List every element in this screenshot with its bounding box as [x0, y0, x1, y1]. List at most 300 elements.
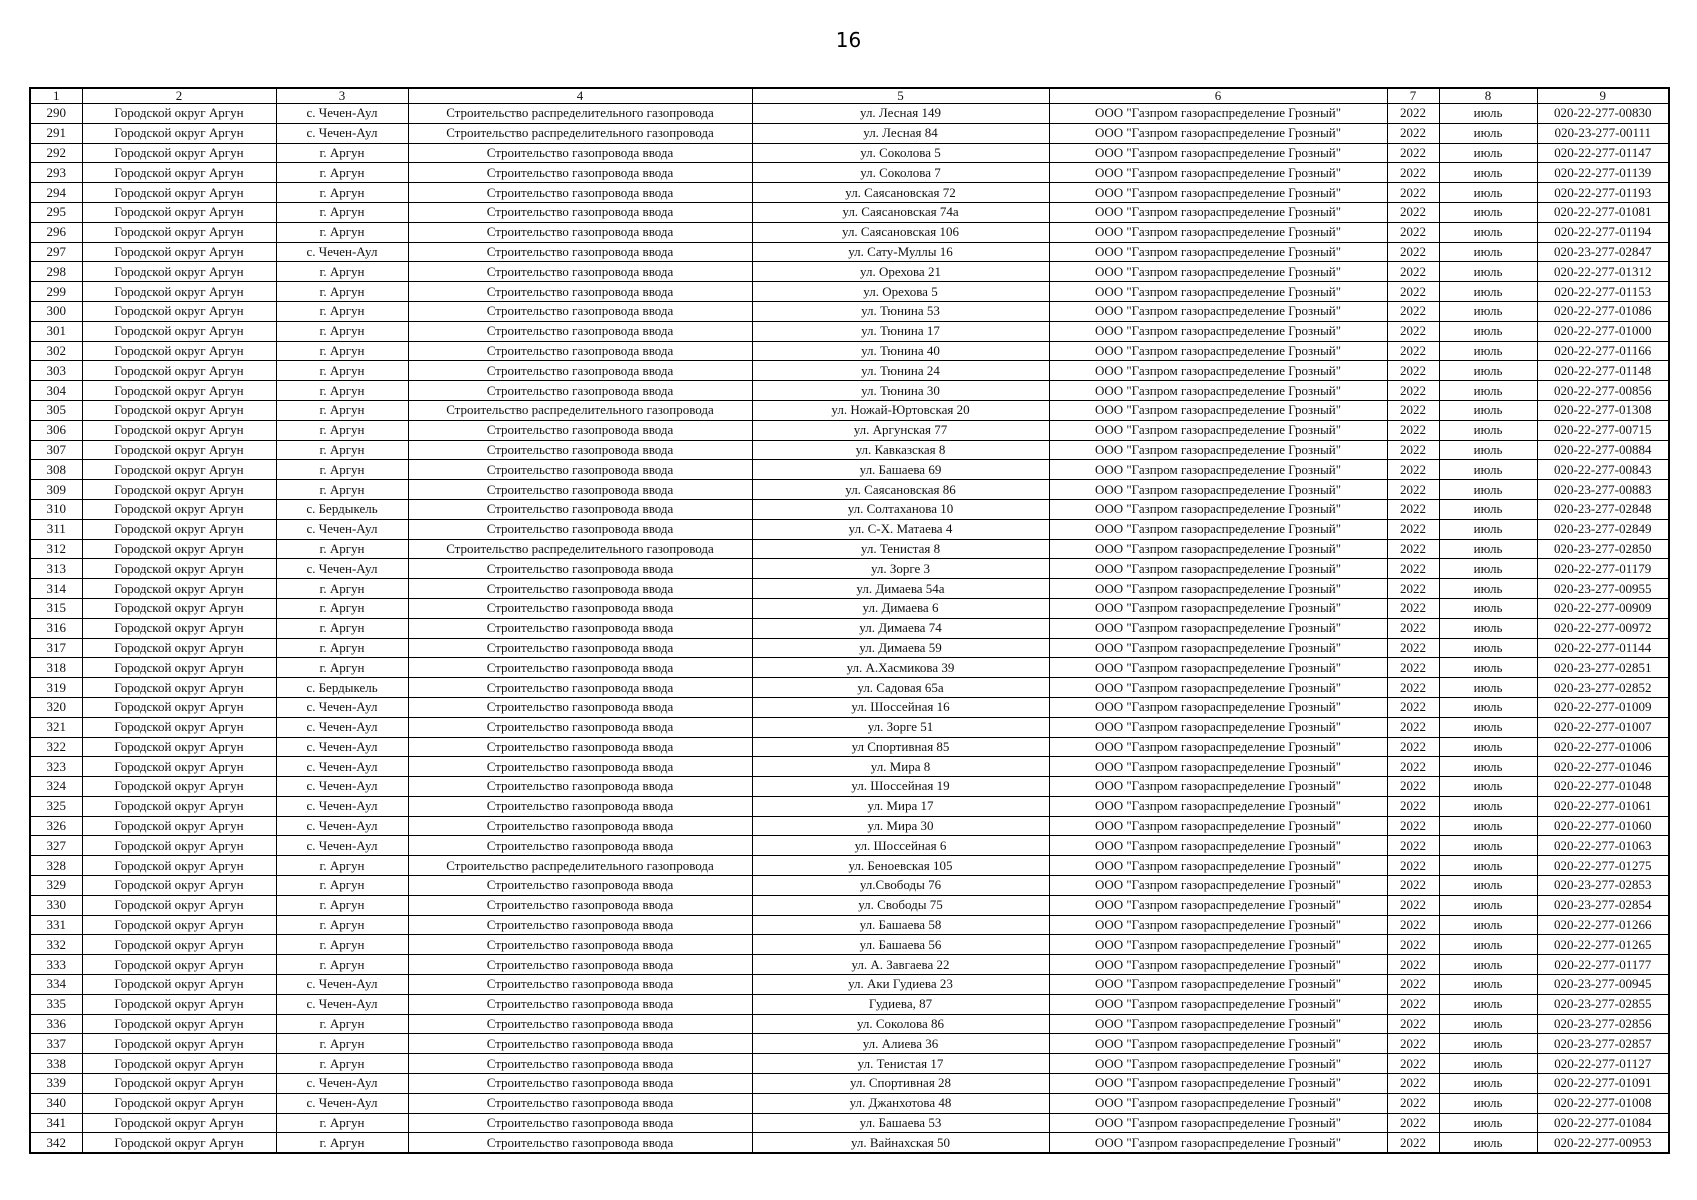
row-number-cell: 315 — [30, 598, 82, 618]
month-cell: июль — [1439, 1093, 1537, 1113]
settlement-cell: г. Аргун — [276, 1113, 408, 1133]
table-row — [30, 638, 1669, 658]
year-cell: 2022 — [1387, 678, 1439, 698]
year-cell: 2022 — [1387, 1113, 1439, 1133]
registration-number-cell: 020-22-277-01139 — [1537, 163, 1669, 183]
municipality-cell: Городской округ Аргун — [82, 895, 276, 915]
organization-cell: ООО "Газпром газораспределение Грозный" — [1049, 460, 1387, 480]
table-row — [30, 460, 1669, 480]
year-cell: 2022 — [1387, 757, 1439, 777]
row-number-cell: 290 — [30, 104, 82, 124]
month-cell: июль — [1439, 1113, 1537, 1133]
settlement-cell: с. Чечен-Аул — [276, 975, 408, 995]
address-cell: ул. Тюнина 53 — [752, 301, 1049, 321]
month-cell: июль — [1439, 836, 1537, 856]
work-type-cell: Строительство газопровода ввода — [408, 282, 752, 302]
settlement-cell: г. Аргун — [276, 876, 408, 896]
month-cell: июль — [1439, 183, 1537, 203]
table-row — [30, 381, 1669, 401]
year-cell: 2022 — [1387, 282, 1439, 302]
row-number-cell: 333 — [30, 955, 82, 975]
month-cell: июль — [1439, 1054, 1537, 1074]
organization-cell: ООО "Газпром газораспределение Грозный" — [1049, 1113, 1387, 1133]
settlement-cell: г. Аргун — [276, 262, 408, 282]
organization-cell: ООО "Газпром газораспределение Грозный" — [1049, 123, 1387, 143]
address-cell: ул. Солтаханова 10 — [752, 499, 1049, 519]
settlement-cell: с. Чечен-Аул — [276, 737, 408, 757]
column-header-6: 6 — [1049, 88, 1387, 104]
table-row — [30, 262, 1669, 282]
month-cell: июль — [1439, 895, 1537, 915]
municipality-cell: Городской округ Аргун — [82, 1074, 276, 1094]
year-cell: 2022 — [1387, 104, 1439, 124]
settlement-cell: г. Аргун — [276, 202, 408, 222]
year-cell: 2022 — [1387, 183, 1439, 203]
municipality-cell: Городской округ Аргун — [82, 222, 276, 242]
month-cell: июль — [1439, 1014, 1537, 1034]
municipality-cell: Городской округ Аргун — [82, 796, 276, 816]
month-cell: июль — [1439, 539, 1537, 559]
municipality-cell: Городской округ Аргун — [82, 816, 276, 836]
registration-number-cell: 020-22-277-01312 — [1537, 262, 1669, 282]
table-row — [30, 1014, 1669, 1034]
organization-cell: ООО "Газпром газораспределение Грозный" — [1049, 757, 1387, 777]
organization-cell: ООО "Газпром газораспределение Грозный" — [1049, 301, 1387, 321]
municipality-cell: Городской округ Аргун — [82, 737, 276, 757]
row-number-cell: 320 — [30, 697, 82, 717]
month-cell: июль — [1439, 519, 1537, 539]
settlement-cell: с. Чечен-Аул — [276, 559, 408, 579]
settlement-cell: г. Аргун — [276, 618, 408, 638]
municipality-cell: Городской округ Аргун — [82, 678, 276, 698]
year-cell: 2022 — [1387, 579, 1439, 599]
organization-cell: ООО "Газпром газораспределение Грозный" — [1049, 994, 1387, 1014]
organization-cell: ООО "Газпром газораспределение Грозный" — [1049, 1034, 1387, 1054]
address-cell: ул. Лесная 149 — [752, 104, 1049, 124]
municipality-cell: Городской округ Аргун — [82, 1133, 276, 1153]
table-row — [30, 559, 1669, 579]
municipality-cell: Городской округ Аргун — [82, 282, 276, 302]
settlement-cell: с. Чечен-Аул — [276, 242, 408, 262]
work-type-cell: Строительство газопровода ввода — [408, 717, 752, 737]
municipality-cell: Городской округ Аргун — [82, 1093, 276, 1113]
year-cell: 2022 — [1387, 1054, 1439, 1074]
settlement-cell: г. Аргун — [276, 222, 408, 242]
registration-number-cell: 020-22-277-01061 — [1537, 796, 1669, 816]
table-row — [30, 618, 1669, 638]
municipality-cell: Городской округ Аргун — [82, 777, 276, 797]
year-cell: 2022 — [1387, 935, 1439, 955]
municipality-cell: Городской округ Аргун — [82, 697, 276, 717]
table-row — [30, 697, 1669, 717]
year-cell: 2022 — [1387, 499, 1439, 519]
work-type-cell: Строительство распределительного газопровода — [408, 400, 752, 420]
work-type-cell: Строительство газопровода ввода — [408, 440, 752, 460]
municipality-cell: Городской округ Аргун — [82, 440, 276, 460]
registration-number-cell: 020-23-277-02850 — [1537, 539, 1669, 559]
table-row — [30, 796, 1669, 816]
table-row — [30, 1074, 1669, 1094]
row-number-cell: 318 — [30, 658, 82, 678]
organization-cell: ООО "Газпром газораспределение Грозный" — [1049, 895, 1387, 915]
row-number-cell: 313 — [30, 559, 82, 579]
registration-number-cell: 020-22-277-01009 — [1537, 697, 1669, 717]
year-cell: 2022 — [1387, 1093, 1439, 1113]
table-row — [30, 598, 1669, 618]
row-number-cell: 341 — [30, 1113, 82, 1133]
organization-cell: ООО "Газпром газораспределение Грозный" — [1049, 836, 1387, 856]
year-cell: 2022 — [1387, 381, 1439, 401]
month-cell: июль — [1439, 440, 1537, 460]
row-number-cell: 319 — [30, 678, 82, 698]
row-number-cell: 321 — [30, 717, 82, 737]
table-row — [30, 123, 1669, 143]
municipality-cell: Городской округ Аргун — [82, 955, 276, 975]
settlement-cell: г. Аргун — [276, 183, 408, 203]
address-cell: ул. Димаева 6 — [752, 598, 1049, 618]
settlement-cell: г. Аргун — [276, 935, 408, 955]
table-row — [30, 737, 1669, 757]
address-cell: ул. Мира 30 — [752, 816, 1049, 836]
registration-number-cell: 020-22-277-01148 — [1537, 361, 1669, 381]
address-cell: ул. Соколова 7 — [752, 163, 1049, 183]
table-row — [30, 361, 1669, 381]
address-cell: ул. Шоссейная 16 — [752, 697, 1049, 717]
settlement-cell: г. Аргун — [276, 163, 408, 183]
registration-number-cell: 020-22-277-01084 — [1537, 1113, 1669, 1133]
registration-number-cell: 020-22-277-00972 — [1537, 618, 1669, 638]
month-cell: июль — [1439, 935, 1537, 955]
work-type-cell: Строительство газопровода ввода — [408, 876, 752, 896]
work-type-cell: Строительство газопровода ввода — [408, 183, 752, 203]
year-cell: 2022 — [1387, 618, 1439, 638]
settlement-cell: г. Аргун — [276, 1034, 408, 1054]
address-cell: ул. Мира 8 — [752, 757, 1049, 777]
registration-number-cell: 020-22-277-01166 — [1537, 341, 1669, 361]
month-cell: июль — [1439, 123, 1537, 143]
organization-cell: ООО "Газпром газораспределение Грозный" — [1049, 262, 1387, 282]
row-number-cell: 331 — [30, 915, 82, 935]
organization-cell: ООО "Газпром газораспределение Грозный" — [1049, 638, 1387, 658]
registration-number-cell: 020-23-277-02853 — [1537, 876, 1669, 896]
column-header-8: 8 — [1439, 88, 1537, 104]
work-type-cell: Строительство газопровода ввода — [408, 1034, 752, 1054]
page-number: 16 — [835, 28, 862, 52]
year-cell: 2022 — [1387, 876, 1439, 896]
organization-cell: ООО "Газпром газораспределение Грозный" — [1049, 1093, 1387, 1113]
month-cell: июль — [1439, 658, 1537, 678]
registration-number-cell: 020-22-277-00884 — [1537, 440, 1669, 460]
organization-cell: ООО "Газпром газораспределение Грозный" — [1049, 1133, 1387, 1153]
table-row — [30, 1113, 1669, 1133]
work-type-cell: Строительство распределительного газопровода — [408, 856, 752, 876]
organization-cell: ООО "Газпром газораспределение Грозный" — [1049, 341, 1387, 361]
row-number-cell: 338 — [30, 1054, 82, 1074]
row-number-cell: 300 — [30, 301, 82, 321]
work-type-cell: Строительство газопровода ввода — [408, 143, 752, 163]
organization-cell: ООО "Газпром газораспределение Грозный" — [1049, 282, 1387, 302]
month-cell: июль — [1439, 955, 1537, 975]
organization-cell: ООО "Газпром газораспределение Грозный" — [1049, 955, 1387, 975]
organization-cell: ООО "Газпром газораспределение Грозный" — [1049, 1074, 1387, 1094]
settlement-cell: с. Чечен-Аул — [276, 104, 408, 124]
row-number-cell: 334 — [30, 975, 82, 995]
table-row — [30, 420, 1669, 440]
work-type-cell: Строительство газопровода ввода — [408, 579, 752, 599]
address-cell: ул. Башаева 69 — [752, 460, 1049, 480]
registration-number-cell: 020-22-277-01147 — [1537, 143, 1669, 163]
year-cell: 2022 — [1387, 598, 1439, 618]
organization-cell: ООО "Газпром газораспределение Грозный" — [1049, 678, 1387, 698]
address-cell: ул. Спортивная 28 — [752, 1074, 1049, 1094]
municipality-cell: Городской округ Аргун — [82, 183, 276, 203]
municipality-cell: Городской округ Аргун — [82, 143, 276, 163]
work-type-cell: Строительство газопровода ввода — [408, 737, 752, 757]
column-header-3: 3 — [276, 88, 408, 104]
registration-number-cell: 020-22-277-00953 — [1537, 1133, 1669, 1153]
month-cell: июль — [1439, 816, 1537, 836]
registration-number-cell: 020-22-277-00830 — [1537, 104, 1669, 124]
organization-cell: ООО "Газпром газораспределение Грозный" — [1049, 539, 1387, 559]
work-type-cell: Строительство газопровода ввода — [408, 480, 752, 500]
settlement-cell: г. Аргун — [276, 381, 408, 401]
month-cell: июль — [1439, 104, 1537, 124]
municipality-cell: Городской округ Аргун — [82, 876, 276, 896]
organization-cell: ООО "Газпром газораспределение Грозный" — [1049, 400, 1387, 420]
gas-connection-table — [29, 87, 1670, 1154]
year-cell: 2022 — [1387, 460, 1439, 480]
work-type-cell: Строительство газопровода ввода — [408, 242, 752, 262]
month-cell: июль — [1439, 559, 1537, 579]
registration-number-cell: 020-22-277-01060 — [1537, 816, 1669, 836]
address-cell: ул. Шоссейная 6 — [752, 836, 1049, 856]
address-cell: ул. Джанхотова 48 — [752, 1093, 1049, 1113]
row-number-cell: 330 — [30, 895, 82, 915]
row-number-cell: 339 — [30, 1074, 82, 1094]
column-header-9: 9 — [1537, 88, 1669, 104]
table-row — [30, 717, 1669, 737]
year-cell: 2022 — [1387, 638, 1439, 658]
settlement-cell: г. Аргун — [276, 1133, 408, 1153]
month-cell: июль — [1439, 975, 1537, 995]
row-number-cell: 299 — [30, 282, 82, 302]
work-type-cell: Строительство газопровода ввода — [408, 1074, 752, 1094]
municipality-cell: Городской округ Аргун — [82, 400, 276, 420]
table-row — [30, 915, 1669, 935]
registration-number-cell: 020-22-277-01144 — [1537, 638, 1669, 658]
address-cell: ул. Башаева 58 — [752, 915, 1049, 935]
municipality-cell: Городской округ Аргун — [82, 163, 276, 183]
address-cell: ул. Димаева 59 — [752, 638, 1049, 658]
month-cell: июль — [1439, 678, 1537, 698]
organization-cell: ООО "Газпром газораспределение Грозный" — [1049, 519, 1387, 539]
address-cell: ул Спортивная 85 — [752, 737, 1049, 757]
month-cell: июль — [1439, 618, 1537, 638]
year-cell: 2022 — [1387, 1133, 1439, 1153]
work-type-cell: Строительство распределительного газопровода — [408, 123, 752, 143]
organization-cell: ООО "Газпром газораспределение Грозный" — [1049, 816, 1387, 836]
settlement-cell: г. Аргун — [276, 282, 408, 302]
address-cell: ул. Саясановская 74а — [752, 202, 1049, 222]
work-type-cell: Строительство газопровода ввода — [408, 638, 752, 658]
row-number-cell: 309 — [30, 480, 82, 500]
organization-cell: ООО "Газпром газораспределение Грозный" — [1049, 1054, 1387, 1074]
municipality-cell: Городской округ Аргун — [82, 579, 276, 599]
settlement-cell: г. Аргун — [276, 1054, 408, 1074]
address-cell: ул. Беноевская 105 — [752, 856, 1049, 876]
settlement-cell: г. Аргун — [276, 321, 408, 341]
table-row — [30, 935, 1669, 955]
month-cell: июль — [1439, 757, 1537, 777]
registration-number-cell: 020-22-277-01007 — [1537, 717, 1669, 737]
column-number-header-row — [30, 88, 1669, 104]
organization-cell: ООО "Газпром газораспределение Грозный" — [1049, 222, 1387, 242]
registration-number-cell: 020-22-277-01308 — [1537, 400, 1669, 420]
work-type-cell: Строительство газопровода ввода — [408, 301, 752, 321]
registration-number-cell: 020-22-277-01127 — [1537, 1054, 1669, 1074]
row-number-cell: 298 — [30, 262, 82, 282]
table-row — [30, 994, 1669, 1014]
work-type-cell: Строительство газопровода ввода — [408, 519, 752, 539]
municipality-cell: Городской округ Аргун — [82, 301, 276, 321]
address-cell: ул. Саясановская 86 — [752, 480, 1049, 500]
year-cell: 2022 — [1387, 539, 1439, 559]
municipality-cell: Городской округ Аргун — [82, 994, 276, 1014]
registration-number-cell: 020-22-277-01081 — [1537, 202, 1669, 222]
row-number-cell: 303 — [30, 361, 82, 381]
work-type-cell: Строительство газопровода ввода — [408, 1093, 752, 1113]
year-cell: 2022 — [1387, 915, 1439, 935]
table-row — [30, 975, 1669, 995]
address-cell: ул. Соколова 86 — [752, 1014, 1049, 1034]
table-row — [30, 757, 1669, 777]
year-cell: 2022 — [1387, 262, 1439, 282]
settlement-cell: с. Чечен-Аул — [276, 1093, 408, 1113]
table-row — [30, 321, 1669, 341]
table-row — [30, 579, 1669, 599]
year-cell: 2022 — [1387, 480, 1439, 500]
month-cell: июль — [1439, 796, 1537, 816]
work-type-cell: Строительство газопровода ввода — [408, 499, 752, 519]
work-type-cell: Строительство распределительного газопровода — [408, 104, 752, 124]
registration-number-cell: 020-22-277-01179 — [1537, 559, 1669, 579]
registration-number-cell: 020-22-277-00909 — [1537, 598, 1669, 618]
column-header-7: 7 — [1387, 88, 1439, 104]
municipality-cell: Городской округ Аргун — [82, 836, 276, 856]
registration-number-cell: 020-22-277-00843 — [1537, 460, 1669, 480]
municipality-cell: Городской округ Аргун — [82, 381, 276, 401]
month-cell: июль — [1439, 301, 1537, 321]
row-number-cell: 327 — [30, 836, 82, 856]
organization-cell: ООО "Газпром газораспределение Грозный" — [1049, 183, 1387, 203]
registration-number-cell: 020-22-277-01046 — [1537, 757, 1669, 777]
municipality-cell: Городской округ Аргун — [82, 123, 276, 143]
registration-number-cell: 020-23-277-02848 — [1537, 499, 1669, 519]
address-cell: ул. А. Завгаева 22 — [752, 955, 1049, 975]
organization-cell: ООО "Газпром газораспределение Грозный" — [1049, 737, 1387, 757]
row-number-cell: 325 — [30, 796, 82, 816]
row-number-cell: 296 — [30, 222, 82, 242]
registration-number-cell: 020-23-277-02849 — [1537, 519, 1669, 539]
address-cell: ул. Аки Гудиева 23 — [752, 975, 1049, 995]
table-row — [30, 1133, 1669, 1153]
registration-number-cell: 020-22-277-01091 — [1537, 1074, 1669, 1094]
work-type-cell: Строительство газопровода ввода — [408, 796, 752, 816]
year-cell: 2022 — [1387, 994, 1439, 1014]
address-cell: ул. Тенистая 17 — [752, 1054, 1049, 1074]
work-type-cell: Строительство газопровода ввода — [408, 816, 752, 836]
year-cell: 2022 — [1387, 202, 1439, 222]
settlement-cell: г. Аргун — [276, 480, 408, 500]
row-number-cell: 329 — [30, 876, 82, 896]
settlement-cell: г. Аргун — [276, 460, 408, 480]
column-header-4: 4 — [408, 88, 752, 104]
table-row — [30, 242, 1669, 262]
table-row — [30, 301, 1669, 321]
row-number-cell: 324 — [30, 777, 82, 797]
table-row — [30, 777, 1669, 797]
settlement-cell: с. Чечен-Аул — [276, 994, 408, 1014]
table-row — [30, 876, 1669, 896]
table-row — [30, 104, 1669, 124]
settlement-cell: г. Аргун — [276, 361, 408, 381]
month-cell: июль — [1439, 143, 1537, 163]
month-cell: июль — [1439, 420, 1537, 440]
work-type-cell: Строительство газопровода ввода — [408, 1014, 752, 1034]
month-cell: июль — [1439, 994, 1537, 1014]
work-type-cell: Строительство газопровода ввода — [408, 262, 752, 282]
row-number-cell: 302 — [30, 341, 82, 361]
year-cell: 2022 — [1387, 143, 1439, 163]
settlement-cell: г. Аргун — [276, 598, 408, 618]
settlement-cell: с. Чечен-Аул — [276, 836, 408, 856]
municipality-cell: Городской округ Аргун — [82, 658, 276, 678]
organization-cell: ООО "Газпром газораспределение Грозный" — [1049, 658, 1387, 678]
registration-number-cell: 020-23-277-02857 — [1537, 1034, 1669, 1054]
work-type-cell: Строительство газопровода ввода — [408, 163, 752, 183]
municipality-cell: Городской округ Аргун — [82, 1054, 276, 1074]
table-row — [30, 1054, 1669, 1074]
address-cell: ул. Саясановская 106 — [752, 222, 1049, 242]
table-row — [30, 519, 1669, 539]
organization-cell: ООО "Газпром газораспределение Грозный" — [1049, 104, 1387, 124]
year-cell: 2022 — [1387, 796, 1439, 816]
organization-cell: ООО "Газпром газораспределение Грозный" — [1049, 856, 1387, 876]
year-cell: 2022 — [1387, 519, 1439, 539]
municipality-cell: Городской округ Аргун — [82, 361, 276, 381]
column-header-1: 1 — [30, 88, 82, 104]
table-row — [30, 678, 1669, 698]
address-cell: ул. Тюнина 17 — [752, 321, 1049, 341]
organization-cell: ООО "Газпром газораспределение Грозный" — [1049, 717, 1387, 737]
registration-number-cell: 020-23-277-00955 — [1537, 579, 1669, 599]
row-number-cell: 314 — [30, 579, 82, 599]
municipality-cell: Городской округ Аргун — [82, 480, 276, 500]
month-cell: июль — [1439, 381, 1537, 401]
month-cell: июль — [1439, 400, 1537, 420]
address-cell: ул. Мира 17 — [752, 796, 1049, 816]
municipality-cell: Городской округ Аргун — [82, 598, 276, 618]
settlement-cell: с. Чечен-Аул — [276, 717, 408, 737]
year-cell: 2022 — [1387, 697, 1439, 717]
address-cell: ул. Димаева 54а — [752, 579, 1049, 599]
year-cell: 2022 — [1387, 242, 1439, 262]
municipality-cell: Городской округ Аргун — [82, 420, 276, 440]
municipality-cell: Городской округ Аргун — [82, 321, 276, 341]
address-cell: ул. Вайнахская 50 — [752, 1133, 1049, 1153]
row-number-cell: 337 — [30, 1034, 82, 1054]
month-cell: июль — [1439, 1034, 1537, 1054]
